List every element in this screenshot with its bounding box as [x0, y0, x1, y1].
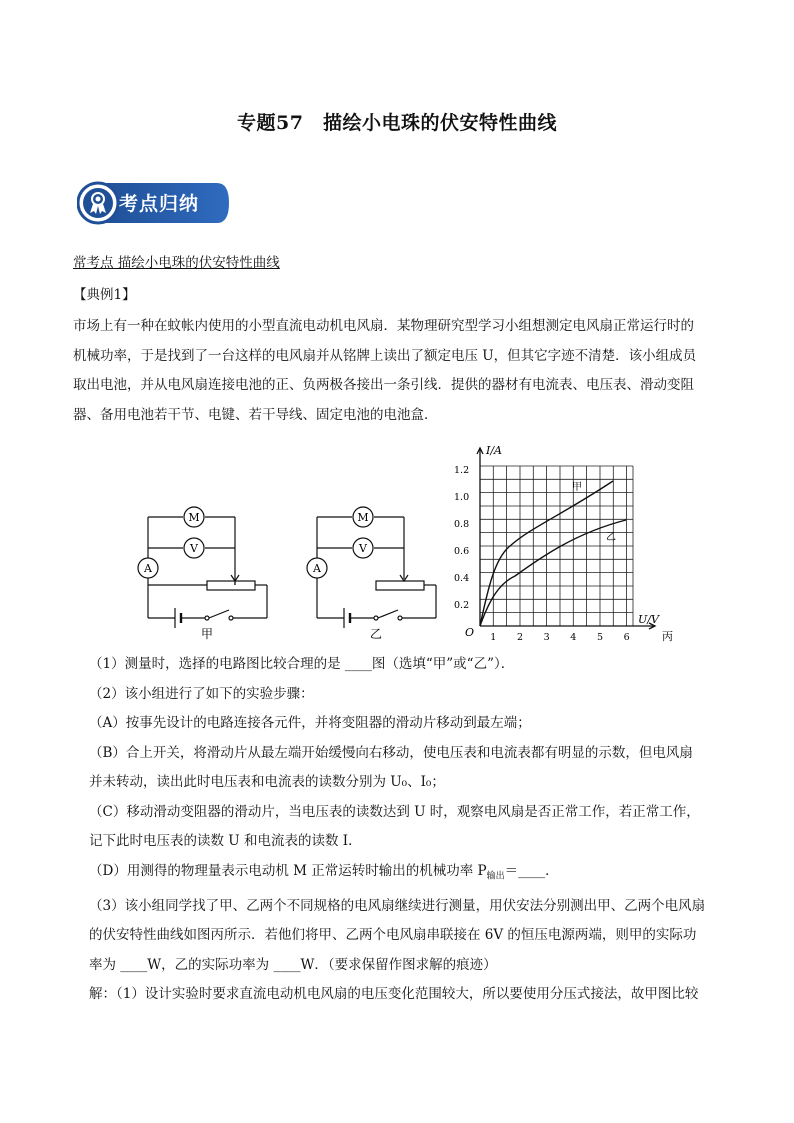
- x-tick-label: 3: [543, 632, 550, 643]
- question-3-line1: （3）该小组同学找了甲、乙两个不同规格的电风扇继续进行测量，用伏安法分别测出甲、乙两个电风扇: [89, 897, 706, 914]
- section-subtitle: 常考点 描绘小电珠的伏安特性曲线: [73, 255, 280, 271]
- step-b-line2: 并未转动，读出此时电压表和电流表的读数分别为 U₀、I₀；: [89, 774, 445, 790]
- step-a: （A）按事先设计的电路连接各元件，并将变阻器的滑动片移动到最左端；: [89, 715, 531, 731]
- step-d-answer: ＝____．: [504, 862, 559, 879]
- solution-line: 解：（1）设计实验时要求直流电动机电风扇的电压变化范围较大，所以要使用分压式接法，故甲图比较: [89, 986, 699, 1003]
- motor-label: M: [188, 511, 200, 524]
- page-title: 专题57 描绘小电珠的伏安特性曲线: [237, 112, 557, 134]
- intro-line: 市场上有一种在蚊帐内使用的小型直流电动机电风扇．某物理研究型学习小组想测定电风扇正常运行时的: [73, 318, 694, 334]
- x-tick-label: 5: [596, 632, 604, 643]
- question-3-line3: 率为 ____W，乙的实际功率为 ____W．（要求保留作图求解的痕迹）: [89, 956, 497, 973]
- x-tick-label: 1: [490, 632, 497, 643]
- iv-graph: [440, 438, 690, 648]
- y-tick-label: 0.6: [454, 546, 470, 557]
- question-1: （1）测量时，选择的电路图比较合理的是 ____图（选填“甲”或“乙”）．: [89, 656, 515, 672]
- y-tick-label: 0.4: [454, 573, 470, 584]
- curve-yi-label: 乙: [606, 532, 616, 543]
- circuit-yi-diagram: [304, 505, 454, 645]
- x-tick-label: 4: [570, 632, 577, 643]
- intro-paragraph: [73, 312, 721, 430]
- motor-label: M: [357, 511, 369, 524]
- questions-block: [73, 650, 721, 1010]
- step-c-line1: （C）移动滑动变阻器的滑动片，当电压表的读数达到 U 时，观察电风扇是否正常工作，若正常工作，: [89, 803, 700, 820]
- ammeter-label: A: [313, 562, 321, 575]
- intro-line: 机械功率，于是找到了一台这样的电风扇并从铭牌上读出了额定电压 U，但其它字迹不清楚．该小组成员: [73, 347, 697, 364]
- x-axis-label: U/V: [638, 613, 659, 626]
- circuit-jia-diagram: [135, 505, 285, 645]
- step-c-line2: 记下此时电压表的读数 U 和电流表的读数 I．: [89, 833, 362, 849]
- y-axis-label: I/A: [486, 444, 502, 457]
- question-3-line2: 的伏安特性曲线如图丙所示．若他们将甲、乙两个电风扇串联接在 6V 的恒压电源两端，则甲的实际功: [89, 927, 697, 944]
- circuit-jia-label: 甲: [200, 627, 214, 641]
- step-b-line1: （B）合上开关，将滑动片从最左端开始缓慢向右移动，使电压表和电流表都有明显的示数，但电风扇: [89, 744, 693, 761]
- graph-figure-label: 丙: [662, 630, 673, 643]
- y-tick-label: 0.8: [454, 519, 470, 530]
- x-tick-label: 2: [516, 632, 524, 643]
- graph-axes: [477, 448, 655, 629]
- voltmeter-label: V: [190, 542, 198, 555]
- curve-jia-label: 甲: [572, 482, 582, 493]
- section-badge: [77, 180, 230, 226]
- step-d-subscript: 输出: [486, 871, 505, 882]
- y-tick-label: 1.0: [454, 492, 470, 503]
- intro-line: 取出电池，并从电风扇连接电池的正、负两极各接出一条引线．提供的器材有电流表、电压表、滑动变阻: [73, 377, 694, 393]
- step-d: [73, 857, 721, 892]
- question-2: （2）该小组进行了如下的实验步骤：: [89, 685, 314, 702]
- badge-label: 考点归纳: [119, 193, 200, 215]
- voltmeter-label: V: [359, 542, 367, 555]
- y-tick-label: 1.2: [454, 465, 470, 476]
- circuit-yi-label: 乙: [369, 627, 383, 641]
- graph-grid: [480, 466, 633, 626]
- example-label: 【典例1】: [73, 287, 136, 303]
- origin-label: O: [465, 626, 475, 639]
- intro-line: 器、备用电池若干节、电键、若干导线、固定电池的电池盒．: [73, 406, 438, 423]
- y-tick-label: 0.2: [454, 600, 470, 611]
- ammeter-label: A: [144, 562, 152, 575]
- step-d-text: （D）用测得的物理量表示电动机 M 正常运转时输出的机械功率 P: [89, 862, 487, 879]
- x-tick-label: 6: [623, 632, 630, 643]
